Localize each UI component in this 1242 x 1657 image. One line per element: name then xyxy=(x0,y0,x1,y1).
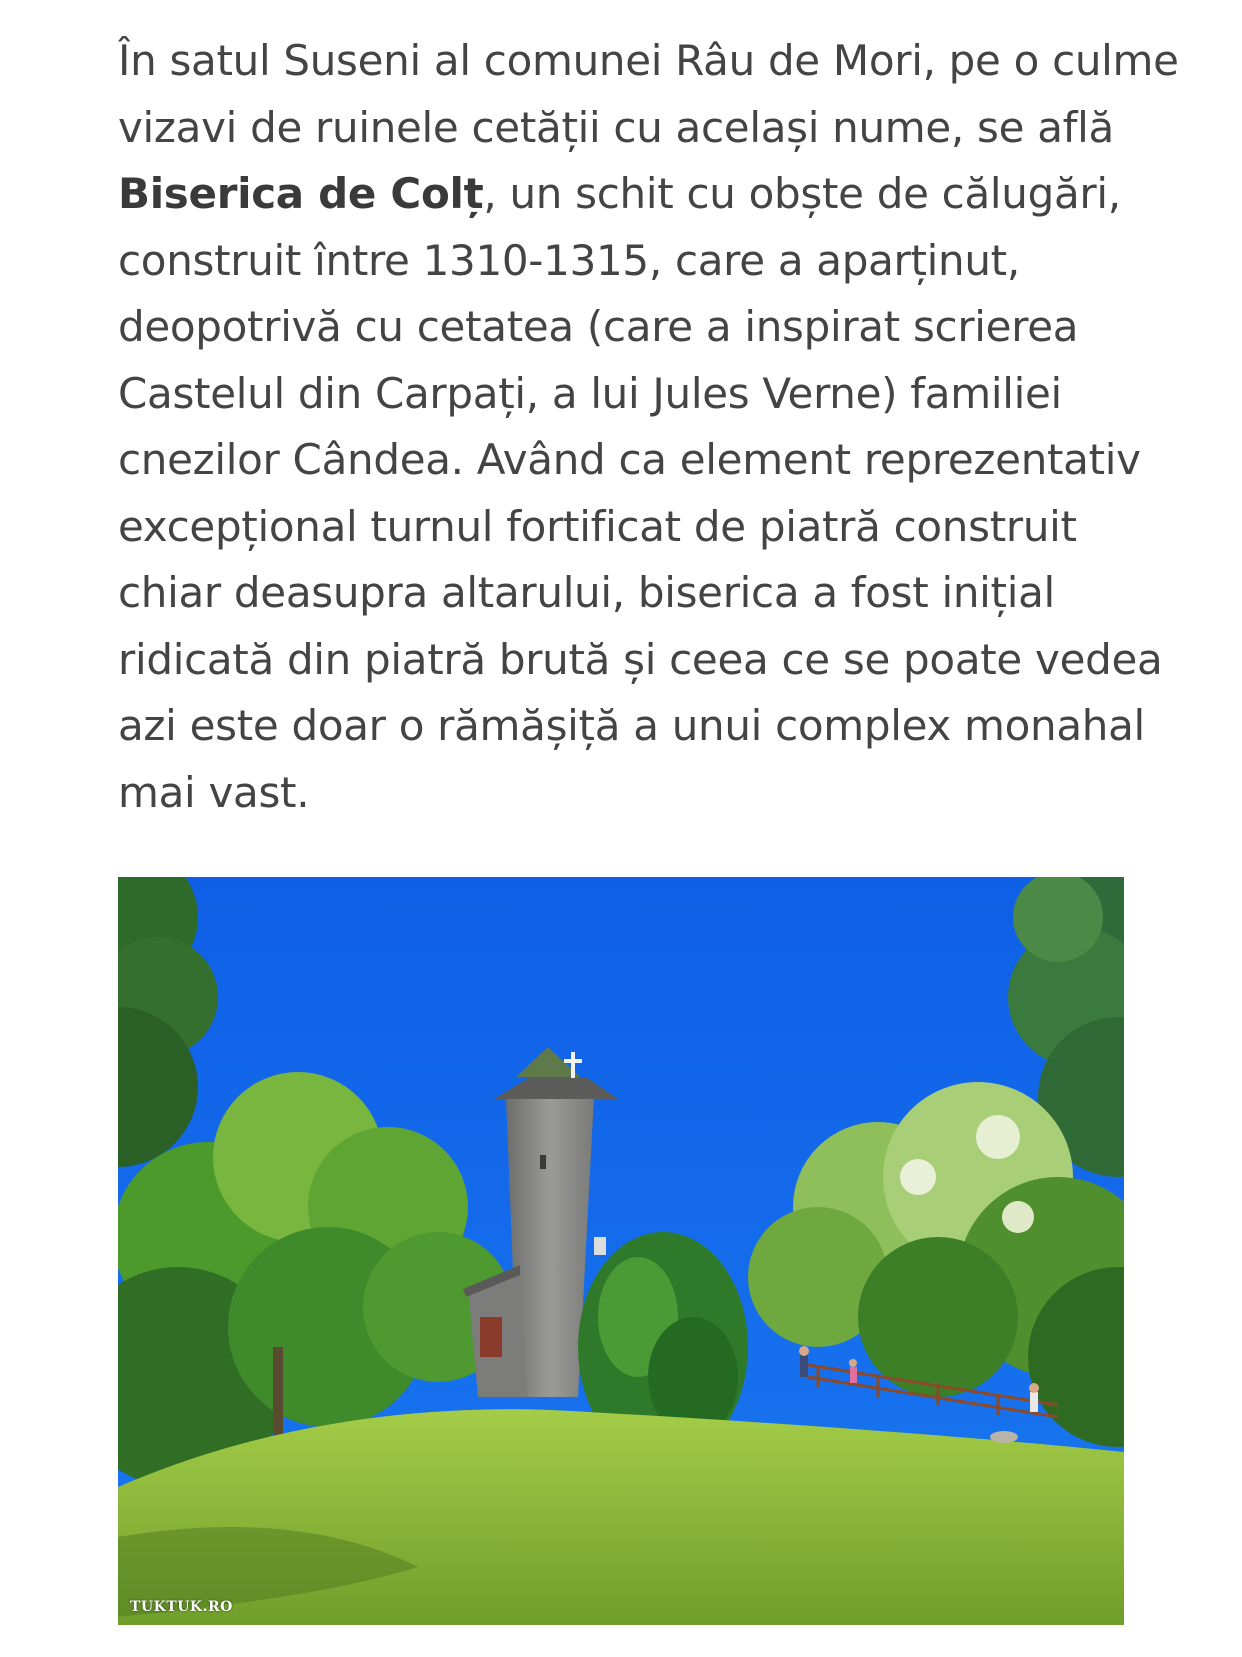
paragraph-line: chiar deasupra altarului, biserica a fost inițial xyxy=(118,568,1055,617)
photo-watermark: TUKTUK.RO xyxy=(130,1599,233,1615)
paragraph-line: excepțional turnul fortificat de piatră construit xyxy=(118,501,1077,551)
rock xyxy=(990,1431,1018,1443)
church-name-bold: Biserica de Colț xyxy=(118,169,484,218)
paragraph-line: deopotrivă cu cetatea (care a inspirat scrierea xyxy=(118,302,1079,351)
church-photo-illustration xyxy=(118,877,1124,1625)
paragraph-line: În satul Suseni al comunei Râu de Mori, pe o culme xyxy=(118,36,1179,85)
church-photo xyxy=(118,877,1124,1625)
paragraph-line: Castelul din Carpați, a lui Jules Verne) familiei xyxy=(118,368,1062,418)
article-paragraph xyxy=(118,28,1179,826)
paragraph-line: vizavi de ruinele cetății cu același nume, se află xyxy=(118,102,1114,152)
paragraph-line-rest: , un schit cu obște de călugări, xyxy=(483,169,1121,218)
paragraph-line: ridicată din piatră brută și ceea ce se poate vedea xyxy=(118,634,1163,684)
paragraph-line: azi este doar o rămășiță a unui complex monahal xyxy=(118,701,1145,750)
paragraph-line: cnezilor Cândea. Având ca element reprezentativ xyxy=(118,435,1141,484)
paragraph-line: construit între 1310-1315, care a aparținut, xyxy=(118,235,1020,285)
paragraph-line: mai vast. xyxy=(118,767,310,817)
paragraph-line xyxy=(118,161,1128,228)
